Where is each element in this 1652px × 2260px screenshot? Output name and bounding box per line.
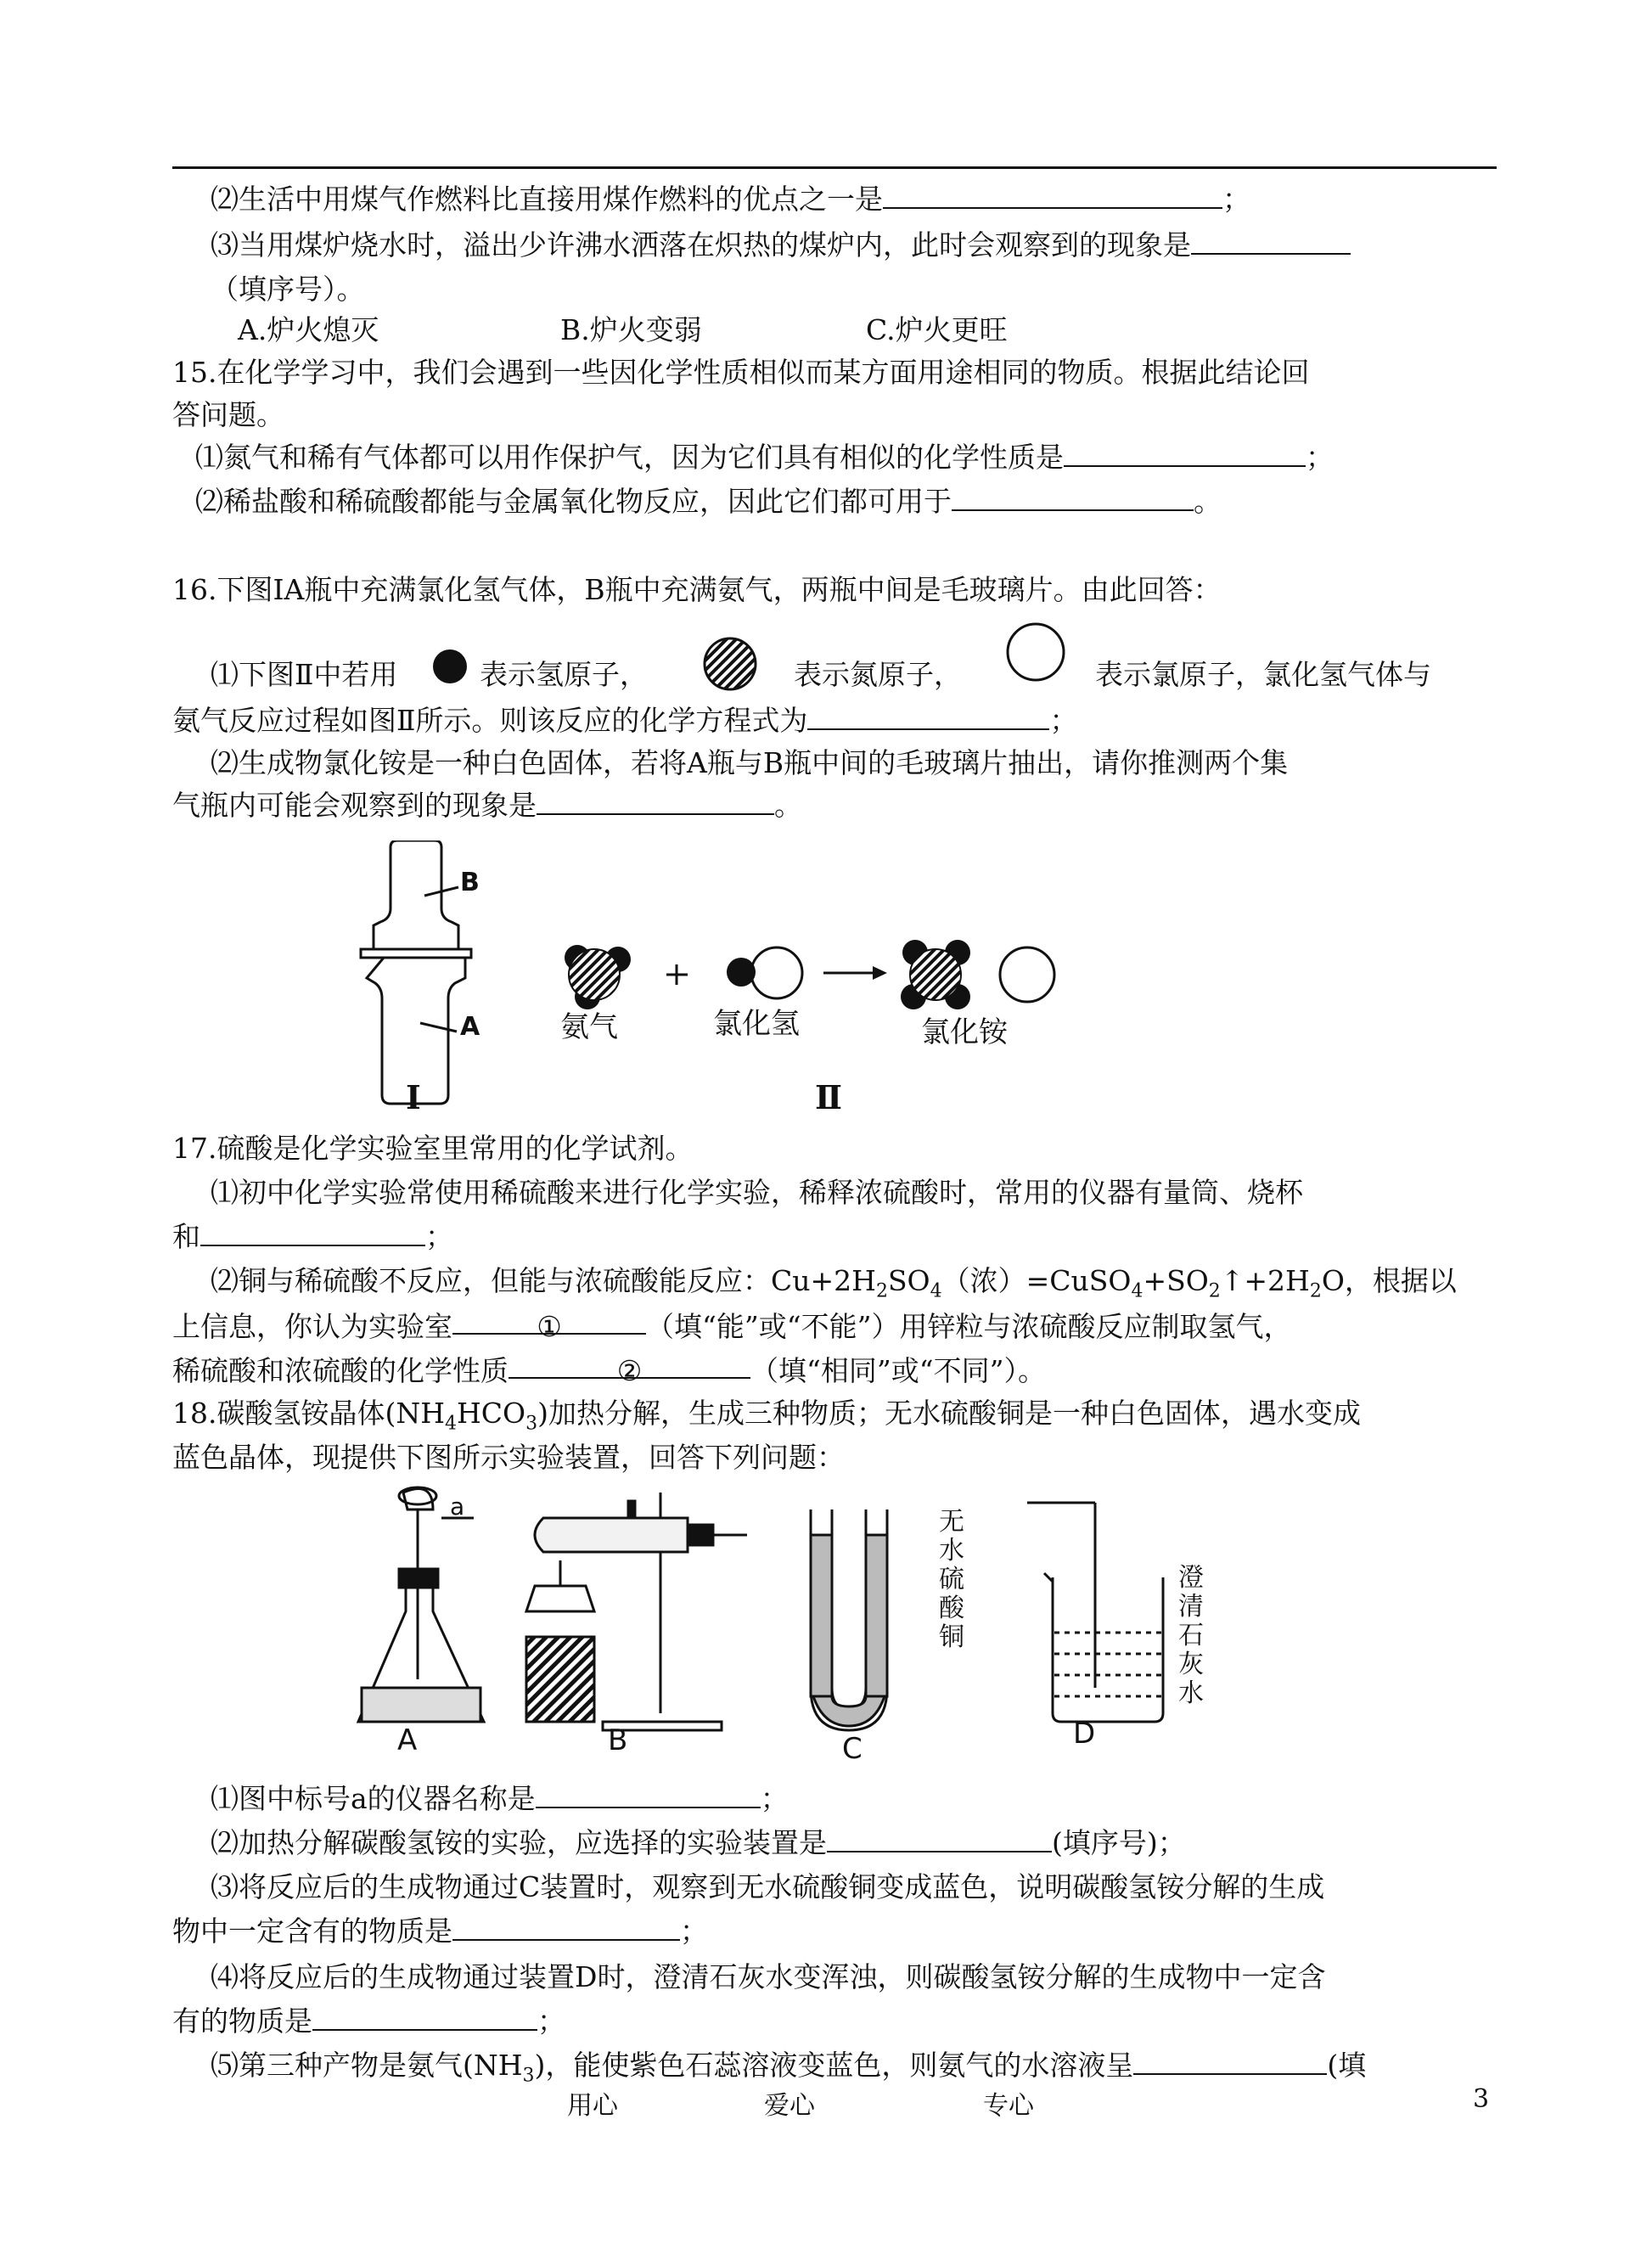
q15-stem-cont: 答问题。 [172,398,284,431]
q16-stem: 16.下图ⅠA瓶中充满氯化氢气体，B瓶中充满氨气，两瓶中间是毛玻璃片。由此回答： [172,573,1222,606]
q15-stem: 15.在化学学习中，我们会遇到一些因化学性质相似而某方面用途相同的物质。根据此结论回 [172,356,1310,389]
answer-blank[interactable] [1191,228,1351,255]
hydrogen-atom-icon [429,645,471,688]
q18-stem: 18.碳酸氢铵晶体$(NH_4HCO_3)$加热分解，生成三种物质；无水硫酸铜是一种白色固体，遇水变成 [172,1397,1361,1435]
q17-part1-cont: 和 ； [172,1220,453,1253]
label-a-small: a [450,1493,465,1521]
answer-blank[interactable] [312,2004,537,2031]
apparatus-c-label: C [842,1732,863,1766]
answer-blank[interactable] [452,1914,680,1941]
q18-stem-cont: 蓝色晶体，现提供下图所示实验装置，回答下列问题： [172,1441,845,1474]
answer-blank[interactable] [807,703,1049,730]
q18-part2: ⑵加热分解碳酸氢铵的实验，应选择的实验装置是 (填序号)； [211,1826,1186,1859]
apparatus-d-label: D [1073,1717,1096,1751]
q17-stem: 17.硫酸是化学实验室里常用的化学试剂。 [172,1132,694,1165]
q15-part2: ⑵稀盐酸和稀硫酸都能与金属氧化物反应，因此它们都可用于 。 [195,485,1222,518]
chlorine-atom-icon [1002,618,1070,686]
q17-part1: ⑴初中化学实验常使用稀硫酸来进行化学实验，稀释浓硫酸时，常用的仪器有量筒、烧杯 [211,1176,1303,1209]
q18-part1: ⑴图中标号a的仪器名称是 ； [211,1782,789,1815]
footer-word-3: 专心 [983,2091,1034,2121]
jar-b-label: B [460,868,480,897]
q14-part3-cont: （填序号）。 [211,273,365,306]
hydrogen-chloride-label: 氯化氢 [713,1007,800,1041]
header-rule [172,166,1497,169]
option-c: C.炉火更旺 [866,313,1008,346]
q17-part2-line2: 上信息，你认为实验室 ① （填“能”或“不能”）用锌粒与浓硫酸反应制取氢气， [172,1307,1291,1346]
q17-part2: ⑵铜与稀硫酸不反应，但能与浓硫酸能反应：$Cu+2H_2SO_4$（浓）$=CuSO_4+SO_2↑+2H_2O$，根据以 [211,1264,1457,1302]
answer-blank[interactable] [1133,2048,1327,2075]
nitrogen-atom-icon [700,634,760,694]
answer-blank[interactable] [883,182,1222,209]
q18-part4-cont: 有的物质是 ； [172,2004,565,2038]
q16-part1-d: 表示氯原子，氯化氢气体与 [1095,658,1431,691]
q14-part3: ⑶当用煤炉烧水时，溢出少许沸水洒落在炽热的煤炉内，此时会观察到的现象是 [211,226,1351,265]
option-a: A.炉火熄灭 [238,313,379,346]
ammonia-label: 氨气 [560,1010,618,1044]
ammonium-chloride-label: 氯化铵 [921,1015,1008,1049]
answer-blank-2[interactable]: ② [509,1352,750,1379]
figure-gas-jars [357,840,509,1112]
answer-blank-1[interactable]: ① [452,1307,646,1335]
footer-word-2: 爱心 [764,2091,815,2121]
footer-word-1: 用心 [567,2091,618,2121]
answer-blank[interactable] [1064,440,1306,467]
apparatus-figure [348,1484,1197,1764]
q16-part1: ⑴下图Ⅱ中若用 [211,658,398,691]
answer-blank[interactable] [536,1781,761,1808]
q18-part5: ⑸第三种产物是氨气$(NH_3)$，能使紫色石蕊溶液变蓝色，则氨气的水溶液呈 (填 [211,2049,1367,2087]
q17-part2-line3: 稀硫酸和浓硫酸的化学性质 ② （填“相同”或“不同”）。 [172,1352,1046,1391]
q14-part2: ⑵生活中用煤气作燃料比直接用煤作燃料的优点之一是 ； [211,183,1250,216]
answer-blank[interactable] [537,788,774,815]
option-b: B.炉火变弱 [560,313,702,346]
apparatus-a-label: A [397,1723,418,1757]
q18-part4: ⑷将反应后的生成物通过装置D时，澄清石灰水变浑浊，则碳酸氢铵分解的生成物中一定含 [211,1960,1326,1993]
figure-2-caption: Ⅱ [815,1078,843,1116]
limewater-label: 澄 清 石 灰 水 [1178,1563,1204,1708]
q16-part1-b: 表示氢原子， [480,658,648,691]
q15-part1: ⑴氮气和稀有气体都可以用作保护气，因为它们具有相似的化学性质是 ； [195,441,1334,474]
page-number: 3 [1473,2084,1490,2114]
q18-part3-cont: 物中一定含有的物质是 ； [172,1914,708,1948]
q18-part3: ⑶将反应后的生成物通过C装置时，观察到无水硫酸铜变成蓝色，说明碳酸氢铵分解的生成 [211,1870,1325,1903]
answer-blank[interactable] [200,1219,425,1246]
answer-blank[interactable] [827,1825,1052,1852]
figure-1-caption: Ⅰ [406,1078,421,1116]
q14-options [238,311,1008,350]
apparatus-b-label: B [608,1723,628,1757]
q16-part2-cont: 气瓶内可能会观察到的现象是 。 [172,789,802,822]
answer-blank[interactable] [952,484,1194,511]
q16-part1-c: 表示氮原子， [794,658,962,691]
jar-a-label: A [460,1012,480,1042]
anhydrous-cuso4-label: 无 水 硫 酸 铜 [939,1507,964,1652]
q16-part1-cont: 氨气反应过程如图Ⅱ所示。则该反应的化学方程式为 ； [172,704,1078,737]
q16-part2: ⑵生成物氯化铵是一种白色固体，若将A瓶与B瓶中间的毛玻璃片抽出，请你推测两个集 [211,746,1289,779]
